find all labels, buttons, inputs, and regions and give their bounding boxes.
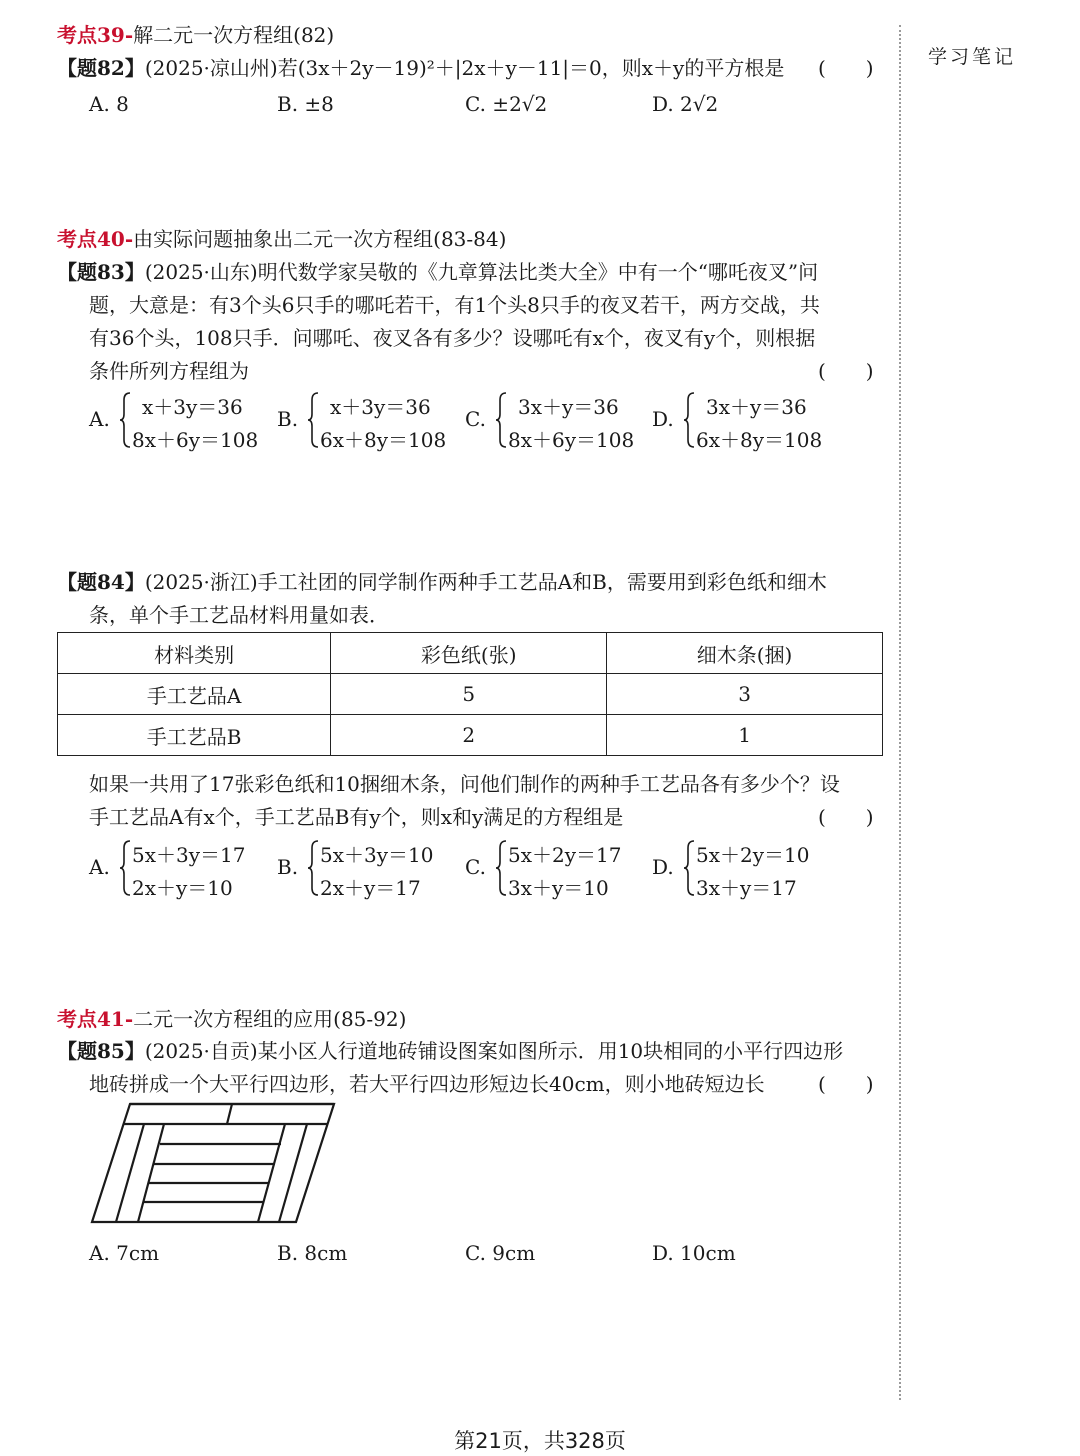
tile-edge [138,1124,164,1222]
table-row [58,674,883,715]
section-41-heading [57,1003,406,1032]
question-83-line-2: 题，大意是：有3个头6只手的哪吒若干，有1个头8只手的夜叉若干，两方交战，共 [89,293,820,317]
equation-1: 5x＋2y＝10 [696,843,810,867]
question-83-line-3: 有36个头，108只手．问哪吒、夜叉各有多少？设哪吒有x个，夜叉有y个，则根据 [89,326,816,350]
option-b-letter: B. [277,855,299,879]
option-d-letter: D. [652,407,674,431]
question-83-line-4: 条件所列方程组为 [89,359,249,383]
question-85-line-1 [57,1035,843,1064]
equation-2: 3x＋y＝10 [508,876,609,900]
tile-edge [279,1124,307,1222]
table-header-cell: 材料类别 [58,633,331,674]
equation-1: x＋3y＝36 [330,395,431,419]
section-title: 解二元一次方程组(82) [133,23,335,47]
equation-2: 2x＋y＝17 [320,876,421,900]
table-cell: 5 [331,674,607,715]
question-tag: 【题82】 [57,56,145,80]
question-85-line-2: 地砖拼成一个大平行四边形，若大平行四边形短边长40cm，则小地砖短边长 [89,1072,765,1096]
tile-edge [227,1104,232,1124]
table-row [58,715,883,756]
option-b-letter: B. [277,407,299,431]
brace-icon [306,391,320,449]
equation-1: x＋3y＝36 [142,395,243,419]
equation-1: 5x＋3y＝10 [320,843,434,867]
option-a-letter: A. [89,855,110,879]
question-text: (2025·浙江)手工社团的同学制作两种手工艺品A和B，需要用到彩色纸和细木 [144,570,827,594]
question-82-line [57,52,784,81]
question-84-line-3: 如果一共用了17张彩色纸和10捆细木条，问他们制作的两种手工艺品各有多少个？设 [89,772,840,796]
question-84-line-4: 手工艺品A有x个，手工艺品B有y个，则x和y满足的方程组是 [89,805,624,829]
equation-2: 8x＋6y＝108 [508,428,635,452]
question-tag: 【题84】 [57,570,145,594]
table-cell: 3 [607,674,883,715]
equation-2: 6x＋8y＝108 [696,428,823,452]
table-cell: 手工艺品B [58,715,331,756]
option-a: A. 8 [89,92,129,116]
answer-bracket: ( ) [818,1072,874,1096]
brace-icon [118,391,132,449]
equation-1: 5x＋3y＝17 [132,843,246,867]
tile-edge [116,1124,144,1222]
equation-2: 2x＋y＝10 [132,876,233,900]
equation-1: 5x＋2y＝17 [508,843,622,867]
table-cell: 2 [331,715,607,756]
study-notes-label: 学习笔记 [928,46,1017,68]
table-cell: 1 [607,715,883,756]
answer-bracket: ( ) [818,359,874,383]
equation-1: 3x＋y＝36 [518,395,619,419]
table-header-cell: 彩色纸(张) [331,633,607,674]
page-number-footer: 第21页，共328页 [454,1429,626,1453]
section-title: 由实际问题抽象出二元一次方程组(83-84) [133,227,507,251]
table-cell: 手工艺品A [58,674,331,715]
tile-pattern-figure [88,1100,340,1226]
table-header-cell: 细木条(捆) [607,633,883,674]
equation-2: 3x＋y＝17 [696,876,797,900]
brace-icon [494,391,508,449]
question-83-line-1 [57,256,818,285]
brace-icon [494,839,508,897]
equation-1: 3x＋y＝36 [706,395,807,419]
question-tag: 【题83】 [57,260,145,284]
option-b: B. 8cm [277,1241,348,1265]
question-text: (2025·山东)明代数学家吴敬的《九章算法比类大全》中有一个“哪吒夜叉”问 [144,260,819,284]
option-a-letter: A. [89,407,110,431]
tile-edge [258,1124,285,1222]
question-text: (2025·自贡)某小区人行道地砖铺设图案如图所示．用10块相同的小平行四边形 [144,1039,844,1063]
section-title: 二元一次方程组的应用(85-92) [133,1007,407,1031]
option-d: D. 10cm [652,1241,736,1265]
equation-2: 6x＋8y＝108 [320,428,447,452]
section-label: 考点40- [57,227,134,251]
option-b: B. ±8 [277,92,334,116]
option-c-letter: C. [465,407,486,431]
option-a: A. 7cm [89,1241,160,1265]
materials-table [57,632,883,756]
brace-icon [682,839,696,897]
option-d-letter: D. [652,855,674,879]
answer-bracket: ( ) [818,56,874,80]
question-text: (2025·凉山州)若(3x＋2y－19)²＋|2x＋y－11|＝0，则x＋y的平方根是 [144,56,785,80]
question-84-line-1 [57,566,827,595]
notes-divider [899,25,901,1400]
equation-2: 8x＋6y＝108 [132,428,259,452]
option-c: C. ±2√2 [465,92,548,116]
brace-icon [682,391,696,449]
option-d: D. 2√2 [652,92,719,116]
option-c-letter: C. [465,855,486,879]
answer-bracket: ( ) [818,805,874,829]
option-c: C. 9cm [465,1241,536,1265]
table-header-row [58,633,883,674]
section-label: 考点41- [57,1007,134,1031]
question-tag: 【题85】 [57,1039,145,1063]
brace-icon [118,839,132,897]
section-39-heading [57,19,334,48]
section-40-heading [57,223,506,252]
question-84-line-2: 条，单个手工艺品材料用量如表． [89,603,389,627]
brace-icon [306,839,320,897]
section-label: 考点39- [57,23,134,47]
